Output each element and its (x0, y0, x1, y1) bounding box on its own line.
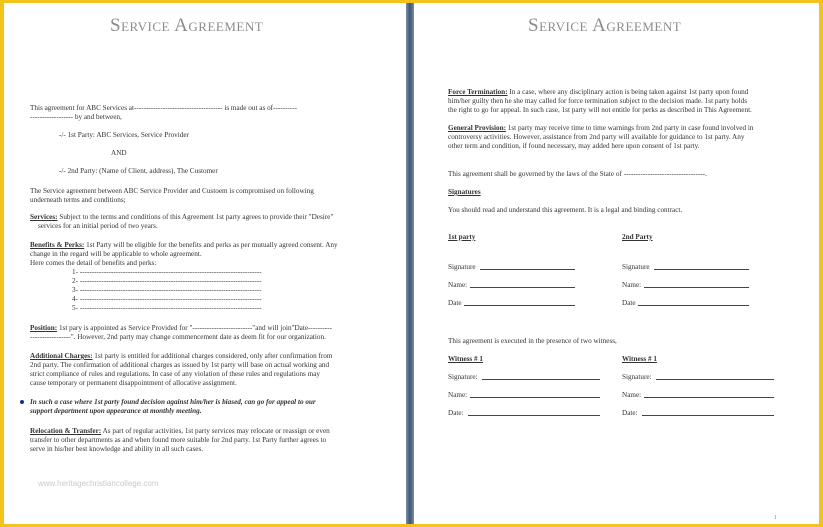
relocation-text: serve in his/her best knowledge and ability in all such cases. (30, 445, 204, 453)
position-section (30, 324, 332, 333)
relocation-label: Relocation & Transfer: (30, 427, 102, 435)
benefits-label: Benefits & Perks: (30, 241, 85, 249)
position-text: -----------------". However, 2nd party may change commencement date as deem fit for our organization. (30, 333, 326, 341)
force-text: the right to go for appeal. In such case, 1st party will not entitle for perks as described in This Agreement. (448, 106, 752, 114)
witness1-name-label: Name: (448, 391, 468, 399)
force-section (448, 88, 748, 97)
services-text: services for an initial period of two years. (38, 222, 158, 230)
compromise-text: underneath terms and conditions; (30, 196, 126, 204)
party1-name-label: Name: (448, 281, 468, 289)
force-text: him/her guilty then he she may called for force termination subject to the decision made. 1st party holds (448, 97, 747, 105)
party1-signature-label: Signature (448, 263, 476, 271)
and-text: AND (111, 149, 127, 157)
general-text: other term and condition, if found necessary, may added here upon consent of 1st party. (448, 142, 700, 150)
witness2-name-label: Name: (622, 391, 642, 399)
witness1-date-line[interactable] (468, 415, 600, 416)
perk-item: 2- ---------------------------------------------------------------------------- (72, 277, 262, 285)
position-label: Position: (30, 324, 58, 332)
force-label: Force Termination: (448, 88, 508, 96)
page-number: 1 (774, 515, 777, 521)
general-text: 1st party may receive time to time warnings from 2nd party in case found involved in (505, 124, 754, 132)
page-title: Service Agreement (528, 15, 682, 36)
charges-text: 2nd party. The confirmation of additional charges as issued by 1st party will base on actual working and (30, 361, 330, 369)
benefits-section (30, 241, 338, 250)
general-text: controversy activities. However, assistance from 2nd party will available for guidance to 1st party. Any (448, 133, 745, 141)
party1-heading: 1st party (448, 233, 476, 241)
party1-date-line[interactable] (464, 305, 575, 306)
bullet-icon (20, 400, 24, 404)
party1-line: -/- 1st Party: ABC Services, Service Provider (59, 131, 189, 139)
governed-text: This agreement shall be governed by the laws of the State of ----------------------------------. (448, 170, 707, 178)
perk-item: 1- ---------------------------------------------------------------------------- (72, 268, 262, 276)
party2-signature-line[interactable] (654, 269, 749, 270)
party2-name-line[interactable] (644, 287, 749, 288)
compromise-text: The Service agreement between ABC Service Provider and Custoem is compromised on following (30, 187, 314, 195)
watermark: www.heritagechristiancollege.com (38, 479, 159, 488)
general-label: General Provision: (448, 124, 506, 132)
charges-section (30, 352, 332, 361)
party2-date-line[interactable] (638, 305, 749, 306)
force-text: In a case, where any disciplinary action is being taken against 1st party upon found (507, 88, 749, 96)
witness-intro: This agreement is executed in the presence of two witness, (448, 337, 617, 345)
party1-name-line[interactable] (470, 287, 575, 288)
perk-item: 5- ---------------------------------------------------------------------------- (72, 304, 262, 312)
services-section (30, 213, 333, 222)
witness2-heading: Witness # 1 (622, 355, 658, 363)
page-divider (406, 3, 414, 524)
intro-line: This agreement for ABC Services at------------------------------------- is made out as of---------- (30, 104, 297, 112)
position-text: 1st pary is appointed as Service Provided for "-------------------------"and will join"Date---------- (57, 324, 332, 332)
witness1-name-line[interactable] (470, 397, 600, 398)
party2-signature-label: Signature (622, 263, 650, 271)
party1-date-label: Date (448, 299, 462, 307)
witness1-signature-line[interactable] (482, 379, 600, 380)
witness2-signature-line[interactable] (656, 379, 774, 380)
perk-item: 3- ---------------------------------------------------------------------------- (72, 286, 262, 294)
witness1-heading: Witness # 1 (448, 355, 484, 363)
benefits-text: 1st Party will be eligible for the benefits and perks as per mutually agreed consent. Any (84, 241, 338, 249)
party2-name-label: Name: (622, 281, 642, 289)
appeal-text: support department upon appearance at monthly meeting. (30, 407, 202, 415)
benefits-text: change in the regard will be applicable to whole agreement. (30, 250, 202, 258)
witness1-signature-label: Signature: (448, 373, 478, 381)
charges-text: cause temporary or permanent disappointment of allocative assignment. (30, 379, 237, 387)
services-text: Subject to the terms and conditions of this Agreement 1st party agrees to provide their "Desire" (57, 213, 334, 221)
perk-item: 4- ---------------------------------------------------------------------------- (72, 295, 262, 303)
party1-signature-line[interactable] (480, 269, 575, 270)
charges-text: 1st party is entitled for additional charges considered, only after confirmation from (92, 352, 333, 360)
charges-label: Additional Charges: (30, 352, 93, 360)
signatures-text: You should read and understand this agreement. It is a legal and binding contract. (448, 206, 683, 214)
benefits-text: Here comes the detail of benefits and perks: (30, 259, 157, 267)
witness2-date-line[interactable] (642, 415, 774, 416)
party2-heading: 2nd Party (622, 233, 653, 241)
page-title: Service Agreement (110, 15, 264, 36)
general-section (448, 124, 753, 133)
witness1-date-label: Date: (448, 409, 464, 417)
signatures-heading: Signatures (448, 188, 481, 196)
relocation-text: As part of regular activities, 1st party services may relocate or reassign or even (101, 427, 330, 435)
witness2-name-line[interactable] (644, 397, 774, 398)
appeal-text: In such a case where 1st party found decision against him/her is biased, can go for appeal to our (30, 398, 316, 406)
witness2-signature-label: Signature: (622, 373, 652, 381)
services-label: Services: (30, 213, 58, 221)
relocation-section (30, 427, 330, 436)
left-page (4, 3, 406, 524)
party2-date-label: Date (622, 299, 636, 307)
right-page (414, 3, 819, 524)
intro-line: ------------------ by and between, (30, 113, 122, 121)
witness2-date-label: Date: (622, 409, 638, 417)
party2-line: -/- 2nd Party: (Name of Client, address), The Customer (59, 167, 218, 175)
charges-text: strict compliance of rules and regulations. In case of any violation of these rules and regulations may (30, 370, 321, 378)
relocation-text: transfer to other departments as and when found more suitable for 2nd party. 1st Party further agrees to (30, 436, 327, 444)
